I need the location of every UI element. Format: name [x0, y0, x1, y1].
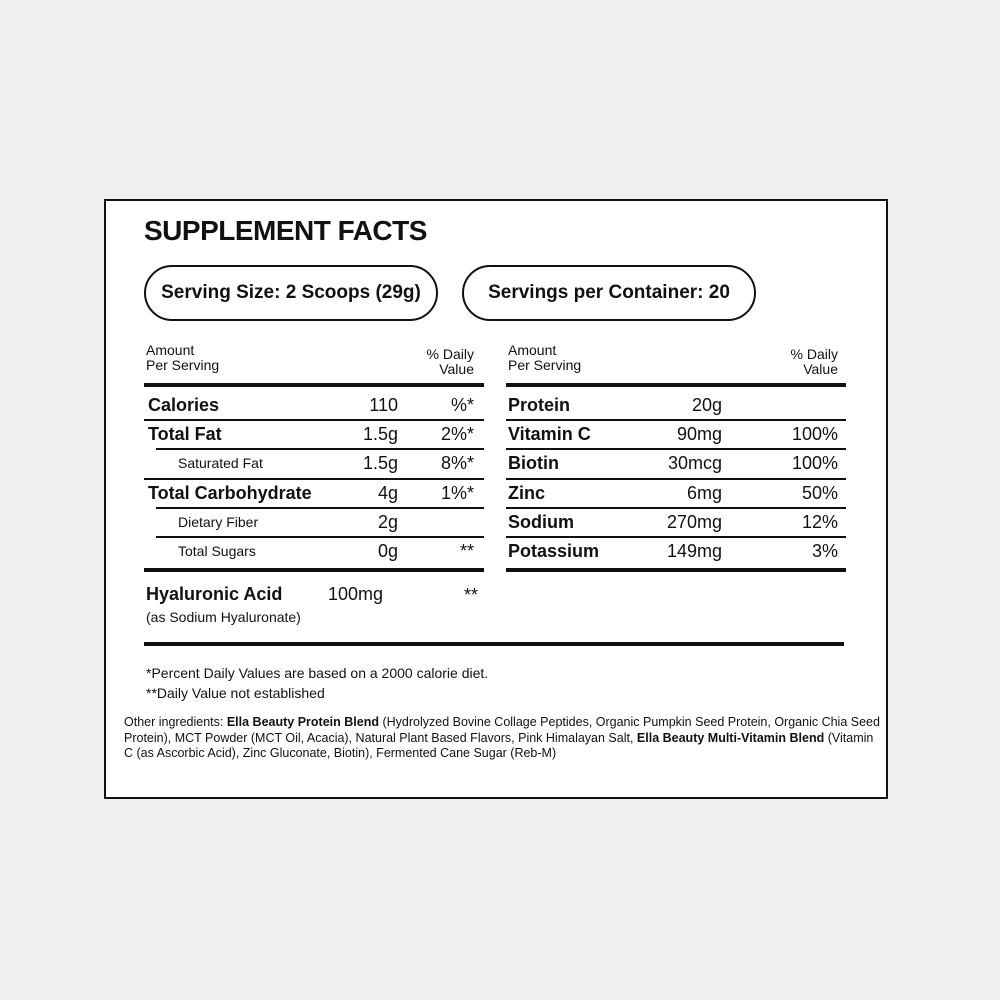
nutrient-name: Total Carbohydrate [148, 483, 312, 503]
serving-size-pill [144, 265, 438, 321]
nutrient-dv: 50% [801, 483, 838, 503]
nutrient-dv: 12% [801, 512, 838, 532]
nutrient-name: Potassium [508, 541, 600, 561]
nutrient-amount: 20g [691, 395, 722, 415]
right-header-rule [506, 383, 846, 387]
nutrient-row-sodium [106, 508, 890, 536]
nutrient-name: Biotin [508, 453, 559, 473]
hyaluronic-acid-name: Hyaluronic Acid [146, 584, 283, 604]
nutrient-row-biotin [106, 449, 890, 477]
left-amount-header [146, 343, 219, 373]
dv-header-line1: % Daily [790, 346, 838, 362]
nutrient-amount: 4g [377, 483, 398, 503]
amount-header-line1: Amount [508, 342, 557, 358]
nutrient-amount: 1.5g [362, 424, 398, 444]
dv-header-line1: % Daily [426, 346, 474, 362]
nutrient-row-potassium [106, 537, 890, 565]
supplement-facts-panel [104, 199, 888, 799]
nutrient-dv: ** [459, 541, 474, 561]
serving-size-text: Serving Size: 2 Scoops (29g) [161, 282, 421, 303]
protein-blend-name: Ella Beauty Protein Blend [226, 715, 379, 729]
nutrient-name: Dietary Fiber [178, 514, 259, 530]
nutrient-name: Total Fat [148, 424, 222, 444]
nutrient-name: Sodium [508, 512, 574, 532]
nutrient-name: Vitamin C [508, 424, 591, 444]
nutrient-row-vitamin-c [106, 420, 890, 448]
nutrient-name: Protein [508, 395, 571, 415]
left-dv-header [406, 347, 474, 377]
left-header-rule [144, 383, 484, 387]
nutrient-name: Total Sugars [178, 543, 256, 559]
nutrient-row-protein [106, 391, 890, 419]
nutrient-amount: 110 [369, 395, 398, 415]
vitamin-blend-text: (Vitamin C (as Ascorbic Acid), Zinc Gluconate, Biotin), Fermented Cane Sugar (Reb-M) [124, 730, 874, 760]
nutrient-dv: 2%* [440, 424, 474, 444]
right-bottom-rule [506, 568, 846, 572]
nutrient-row-zinc [106, 479, 890, 507]
nutrient-dv: %* [450, 395, 474, 415]
other-ingredients [124, 715, 884, 762]
nutrient-name: Calories [148, 395, 220, 415]
amount-header-line1: Amount [146, 342, 195, 358]
nutrient-amount: 90mg [676, 424, 722, 444]
nutrient-name: Saturated Fat [178, 455, 263, 471]
hyaluronic-acid-dv: ** [463, 585, 478, 605]
panel-title: SUPPLEMENT FACTS [144, 215, 427, 246]
footnote-rule [144, 642, 844, 646]
nutrient-amount: 149mg [666, 541, 722, 561]
nutrient-dv: 8%* [440, 453, 474, 473]
hyaluronic-acid-amount: 100mg [328, 584, 384, 604]
nutrient-amount: 270mg [666, 512, 722, 532]
dv-header-line2: Value [439, 361, 474, 377]
nutrient-amount: 2g [377, 512, 398, 532]
amount-header-line2: Per Serving [146, 357, 220, 373]
amount-header-line2: Per Serving [508, 357, 582, 373]
dv-header-line2: Value [803, 361, 838, 377]
ingredients-label: Other ingredients: [124, 715, 224, 729]
footnote-percent-daily: *Percent Daily Values are based on a 2000 calorie diet. [146, 665, 489, 681]
protein-blend-text: (Hydrolyzed Bovine Collage Peptides, Organic Pumpkin Seed Protein, Organic Chia Seed Protein), MCT Powder (MCT Oil, Acacia), Natural Plant Based Flavors, Pink Himalayan Salt, [124, 715, 880, 745]
vitamin-blend-name: Ella Beauty Multi-Vitamin Blend [636, 730, 825, 745]
footnote-not-established: **Daily Value not established [146, 685, 325, 701]
servings-per-container-pill [462, 265, 756, 321]
nutrient-dv: 1%* [440, 483, 474, 503]
nutrient-amount: 30mcg [667, 453, 722, 473]
right-amount-header [508, 343, 581, 373]
nutrient-amount: 6mg [686, 483, 722, 503]
hyaluronic-acid-source: (as Sodium Hyaluronate) [146, 609, 301, 625]
right-dv-header [768, 347, 838, 377]
servings-per-container-text: Servings per Container: 20 [488, 282, 730, 303]
left-bottom-rule [144, 568, 484, 572]
nutrient-amount: 0g [377, 541, 398, 561]
nutrient-dv: 100% [791, 424, 838, 444]
nutrient-dv: 3% [811, 541, 838, 561]
nutrient-name: Zinc [508, 483, 546, 503]
nutrient-dv: 100% [791, 453, 838, 473]
nutrient-amount: 1.5g [362, 453, 398, 473]
